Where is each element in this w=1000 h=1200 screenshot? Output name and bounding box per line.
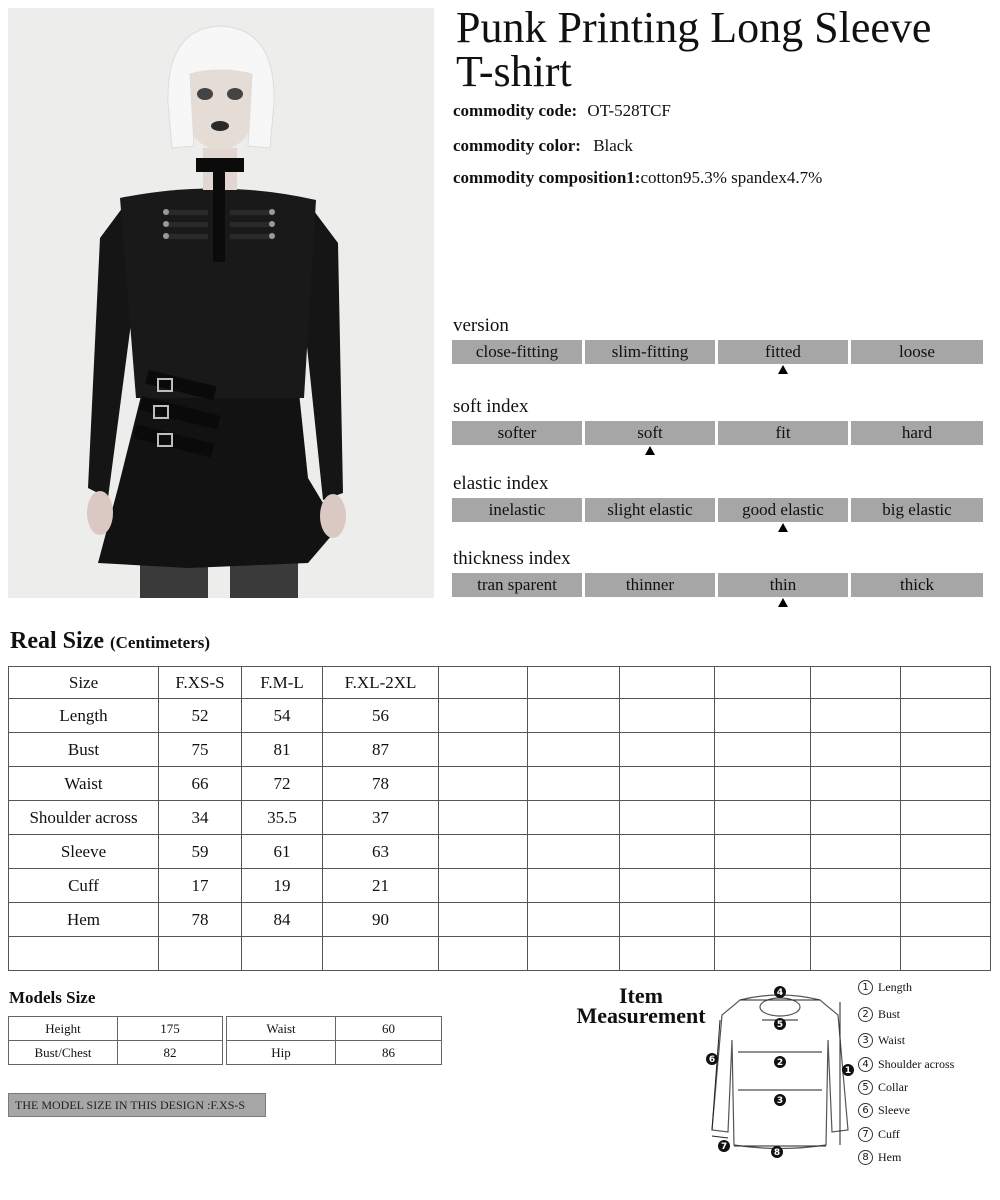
diagram-num-2: 2 — [776, 1058, 784, 1068]
table-cell — [439, 937, 528, 971]
table-header-cell — [811, 667, 901, 699]
table-cell: 86 — [336, 1041, 442, 1065]
elastic-index-option-selected — [718, 498, 848, 522]
table-cell: 17 — [159, 869, 242, 903]
table-cell — [528, 699, 620, 733]
elastic-index-option — [851, 498, 983, 522]
diagram-num-3: 3 — [776, 1096, 784, 1106]
diagram-num-4: 4 — [776, 988, 784, 998]
table-cell — [715, 733, 811, 767]
soft-index-label: soft index — [453, 396, 529, 417]
table-row — [9, 835, 991, 869]
table-cell: 59 — [159, 835, 242, 869]
soft-index-option — [452, 421, 582, 445]
table-cell — [528, 767, 620, 801]
table-cell — [811, 903, 901, 937]
table-cell: Cuff — [9, 869, 159, 903]
spec-value: cotton95.3% spandex4.7% — [640, 168, 823, 187]
table-cell — [528, 903, 620, 937]
table-cell: Length — [9, 699, 159, 733]
table-row — [227, 1041, 442, 1065]
elastic-index-option — [585, 498, 715, 522]
spec-commodity-color — [453, 136, 633, 156]
table-cell: 87 — [323, 733, 439, 767]
table-header-cell: F.XS-S — [159, 667, 242, 699]
table-row — [9, 869, 991, 903]
table-cell: 19 — [242, 869, 323, 903]
table-cell: Shoulder across — [9, 801, 159, 835]
table-row — [9, 801, 991, 835]
diagram-num-7: 7 — [720, 1142, 728, 1152]
legend-label: Cuff — [878, 1127, 900, 1141]
spec-value: Black — [593, 136, 633, 155]
table-cell: 54 — [242, 699, 323, 733]
table-header-cell — [715, 667, 811, 699]
option-label: close-fitting — [475, 342, 559, 361]
table-cell — [159, 937, 242, 971]
table-row — [9, 699, 991, 733]
table-cell — [620, 733, 715, 767]
legend-number-icon: 8 — [858, 1150, 873, 1165]
table-cell — [901, 937, 991, 971]
real-size-heading: Real Size — [10, 628, 104, 654]
table-cell — [901, 903, 991, 937]
table-row — [227, 1017, 442, 1041]
real-size-unit: (Centimeters) — [109, 633, 211, 652]
table-cell — [811, 699, 901, 733]
thickness-index-scale — [452, 573, 983, 597]
table-cell — [901, 801, 991, 835]
option-label: good elastic — [742, 500, 824, 519]
product-photo — [8, 8, 434, 598]
table-cell — [528, 801, 620, 835]
table-header-cell — [901, 667, 991, 699]
spec-commodity-composition — [453, 168, 822, 188]
legend-label: Bust — [878, 1007, 901, 1021]
table-cell: 52 — [159, 699, 242, 733]
option-label: inelastic — [488, 500, 546, 519]
table-cell: 63 — [323, 835, 439, 869]
table-row — [9, 1017, 223, 1041]
option-label: slim-fitting — [611, 342, 689, 361]
version-option — [585, 340, 715, 364]
table-cell — [811, 767, 901, 801]
spec-key: commodity code: — [453, 101, 578, 120]
size-table — [8, 666, 991, 971]
table-cell — [715, 903, 811, 937]
product-title-line1: Punk Printing Long Sleeve — [456, 3, 932, 52]
table-cell — [811, 733, 901, 767]
soft-index-option — [851, 421, 983, 445]
table-cell — [620, 801, 715, 835]
table-row — [9, 767, 991, 801]
table-cell: 82 — [118, 1041, 223, 1065]
version-scale — [452, 340, 983, 364]
legend-number-icon: 2 — [858, 1007, 873, 1022]
table-cell — [9, 937, 159, 971]
table-row — [9, 903, 991, 937]
thickness-index-option-selected — [718, 573, 848, 597]
legend-number-icon: 7 — [858, 1127, 873, 1142]
table-cell — [439, 869, 528, 903]
legend-label: Length — [878, 980, 912, 994]
thickness-index-option — [851, 573, 983, 597]
table-cell — [811, 801, 901, 835]
legend-label: Collar — [878, 1080, 908, 1094]
version-option-selected — [718, 340, 848, 364]
soft-index-option — [718, 421, 848, 445]
diagram-num-6: 6 — [708, 1055, 716, 1065]
option-label: thin — [769, 575, 797, 594]
option-label: fitted — [765, 342, 801, 361]
option-label: softer — [497, 423, 537, 442]
table-row — [9, 733, 991, 767]
table-cell — [620, 767, 715, 801]
table-cell — [901, 869, 991, 903]
table-cell — [242, 937, 323, 971]
table-header-cell: Size — [9, 667, 159, 699]
option-label: hard — [901, 423, 933, 442]
legend-number-icon: 1 — [858, 980, 873, 995]
soft-index-scale — [452, 421, 983, 445]
table-cell: 78 — [159, 903, 242, 937]
legend-number-icon: 6 — [858, 1103, 873, 1118]
spec-commodity-code — [453, 101, 671, 121]
legend-item — [858, 1007, 900, 1022]
legend-item — [858, 1103, 910, 1118]
table-cell — [439, 699, 528, 733]
table-cell — [901, 767, 991, 801]
legend-item — [858, 1033, 905, 1048]
legend-label: Shoulder across — [878, 1057, 955, 1071]
table-cell — [715, 699, 811, 733]
table-cell: 81 — [242, 733, 323, 767]
table-header-cell: F.XL-2XL — [323, 667, 439, 699]
table-cell — [620, 903, 715, 937]
table-cell — [715, 767, 811, 801]
table-cell — [528, 869, 620, 903]
table-header-cell — [439, 667, 528, 699]
table-cell: 90 — [323, 903, 439, 937]
soft-index-option-selected — [585, 421, 715, 445]
table-cell — [439, 801, 528, 835]
legend-item — [858, 980, 912, 995]
table-cell: 37 — [323, 801, 439, 835]
table-cell: Bust/Chest — [9, 1041, 118, 1065]
option-label: fit — [775, 423, 791, 442]
option-label: big elastic — [882, 500, 952, 519]
thickness-index-option — [585, 573, 715, 597]
elastic-index-scale — [452, 498, 983, 522]
table-cell — [811, 869, 901, 903]
version-option — [851, 340, 983, 364]
elastic-index-option — [452, 498, 582, 522]
selected-marker-icon — [778, 598, 788, 607]
option-label: tran sparent — [477, 575, 557, 594]
option-label: thick — [900, 575, 934, 594]
table-cell — [620, 937, 715, 971]
version-option — [452, 340, 582, 364]
table-cell: 175 — [118, 1017, 223, 1041]
legend-label: Waist — [878, 1033, 906, 1047]
table-cell — [439, 767, 528, 801]
table-cell — [439, 733, 528, 767]
table-cell — [715, 937, 811, 971]
table-cell: 34 — [159, 801, 242, 835]
item-measurement-title-line2: Measurement — [576, 1003, 706, 1028]
table-cell — [528, 937, 620, 971]
table-row — [9, 937, 991, 971]
table-cell — [439, 835, 528, 869]
legend-item — [858, 1080, 908, 1095]
table-header-cell — [528, 667, 620, 699]
table-cell — [620, 699, 715, 733]
spec-value: OT-528TCF — [587, 101, 671, 120]
selected-marker-icon — [645, 446, 655, 455]
table-cell: Hem — [9, 903, 159, 937]
table-cell — [528, 733, 620, 767]
table-cell — [811, 937, 901, 971]
option-label: thinner — [625, 575, 675, 594]
table-cell — [620, 835, 715, 869]
thickness-index-label: thickness index — [453, 548, 571, 569]
table-header-cell — [620, 667, 715, 699]
table-cell: Sleeve — [9, 835, 159, 869]
table-cell — [323, 937, 439, 971]
table-row — [9, 1041, 223, 1065]
spec-key: commodity composition1: — [453, 168, 641, 187]
table-header-cell: F.M-L — [242, 667, 323, 699]
table-cell: 75 — [159, 733, 242, 767]
table-cell: Hip — [227, 1041, 336, 1065]
thickness-index-option — [452, 573, 582, 597]
real-size-title — [10, 626, 210, 658]
option-label: slight elastic — [607, 500, 693, 519]
models-size-table-left — [8, 1016, 223, 1065]
table-cell — [901, 699, 991, 733]
table-cell: 78 — [323, 767, 439, 801]
table-cell: 21 — [323, 869, 439, 903]
table-cell: Height — [9, 1017, 118, 1041]
table-cell: 56 — [323, 699, 439, 733]
version-label: version — [453, 315, 509, 336]
legend-item — [858, 1057, 954, 1072]
legend-number-icon: 5 — [858, 1080, 873, 1095]
table-cell: 60 — [336, 1017, 442, 1041]
option-label: soft — [637, 423, 663, 442]
table-cell: 35.5 — [242, 801, 323, 835]
selected-marker-icon — [778, 365, 788, 374]
diagram-num-5: 5 — [776, 1020, 784, 1030]
spec-key: commodity color: — [453, 136, 581, 155]
table-cell — [439, 903, 528, 937]
item-measurement-title-line1: Item — [619, 983, 663, 1008]
table-cell: 84 — [242, 903, 323, 937]
legend-number-icon: 4 — [858, 1057, 873, 1072]
product-title-line2: T-shirt — [456, 47, 572, 96]
legend-label: Sleeve — [878, 1103, 910, 1117]
model-size-note: THE MODEL SIZE IN THIS DESIGN :F.XS-S — [8, 1093, 266, 1117]
table-cell — [715, 801, 811, 835]
legend-number-icon: 3 — [858, 1033, 873, 1048]
selected-marker-icon — [778, 523, 788, 532]
table-cell — [901, 835, 991, 869]
item-measurement-title — [560, 983, 722, 1028]
elastic-index-label: elastic index — [453, 473, 549, 494]
diagram-num-1: 1 — [844, 1066, 852, 1076]
garment-measurement-diagram — [700, 980, 860, 1180]
legend-label: Hem — [878, 1150, 902, 1164]
table-cell: Waist — [227, 1017, 336, 1041]
diagram-num-8: 8 — [773, 1148, 781, 1158]
table-cell — [528, 835, 620, 869]
table-cell: 61 — [242, 835, 323, 869]
table-cell — [715, 835, 811, 869]
legend-item — [858, 1150, 901, 1165]
table-cell — [620, 869, 715, 903]
table-cell: Waist — [9, 767, 159, 801]
option-label: loose — [899, 342, 935, 361]
table-header-row — [9, 667, 991, 699]
models-size-table-right — [226, 1016, 442, 1065]
table-cell — [811, 835, 901, 869]
table-cell: Bust — [9, 733, 159, 767]
legend-item — [858, 1127, 900, 1142]
table-cell — [715, 869, 811, 903]
table-cell: 72 — [242, 767, 323, 801]
table-cell — [901, 733, 991, 767]
models-size-title: Models Size — [9, 988, 96, 1007]
product-title — [456, 3, 996, 96]
table-cell: 66 — [159, 767, 242, 801]
